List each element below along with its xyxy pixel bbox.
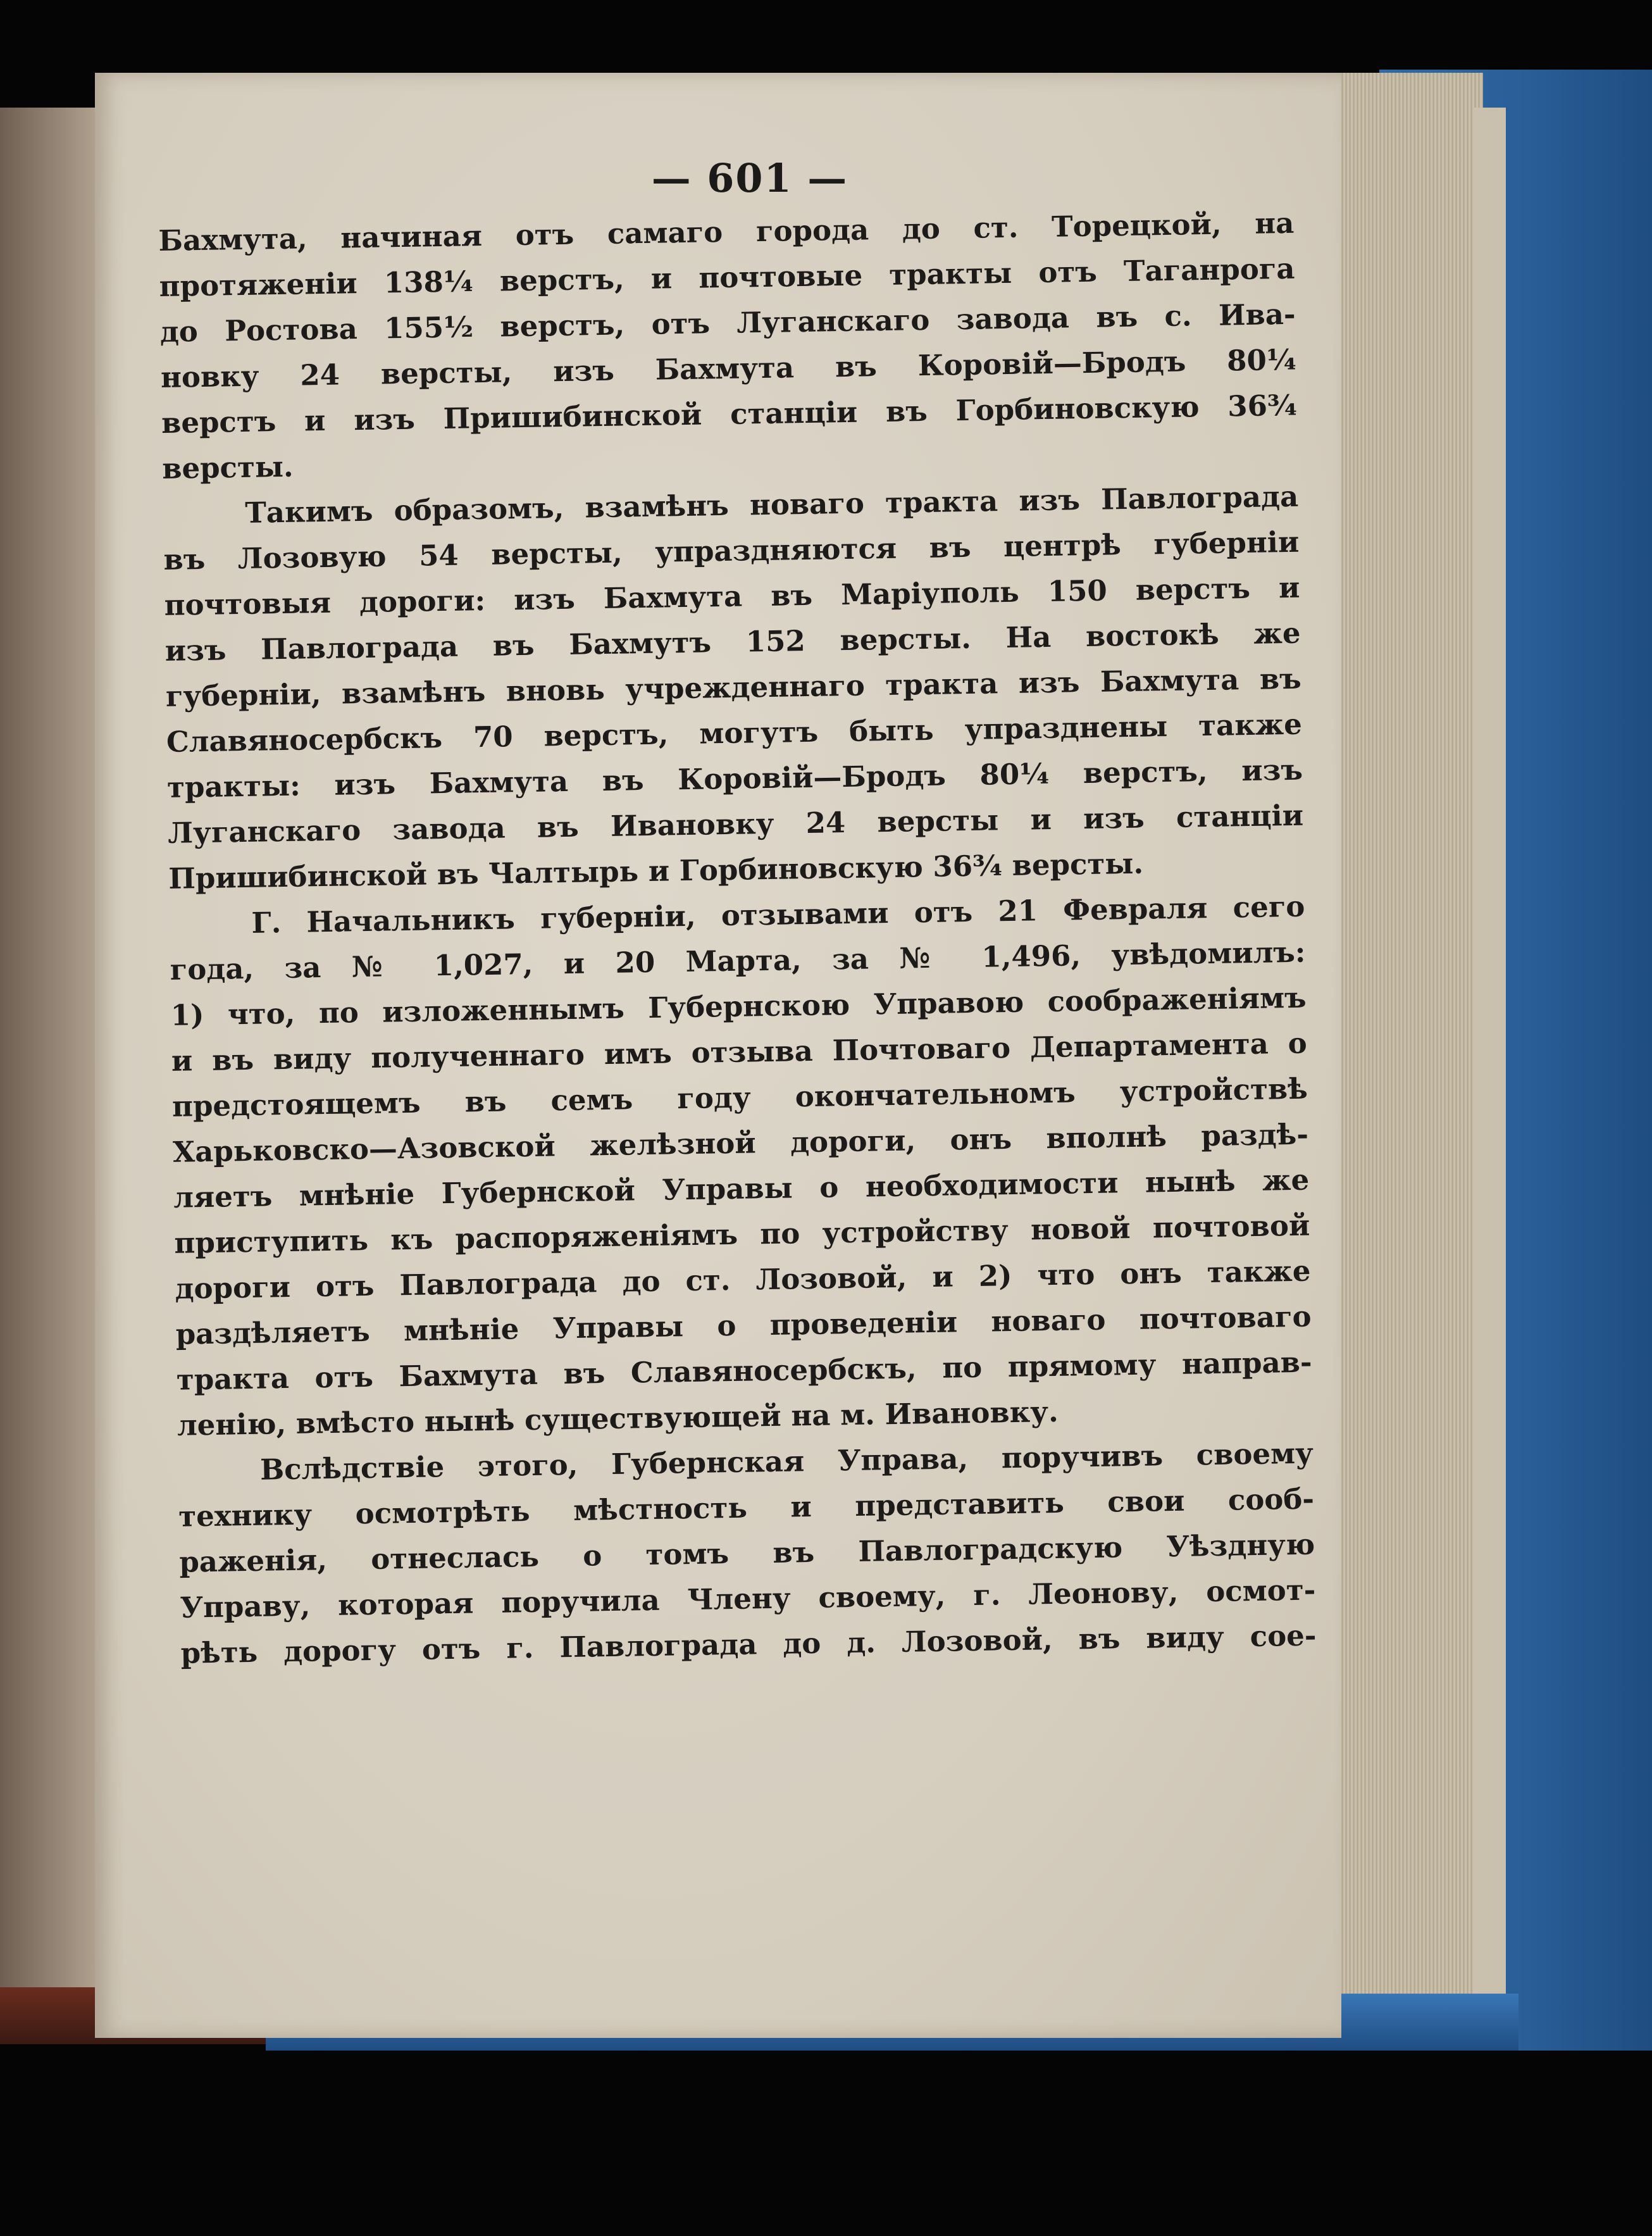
text-line: и въ виду полученнаго имъ отзыва Почтоваго Департамента о <box>171 1026 1308 1078</box>
text-line: Славяносербскъ 70 верстъ, могутъ быть упразднены также <box>166 707 1303 759</box>
text-line: до Ростова 155½ верстъ, отъ Луганскаго завода въ с. Ива- <box>159 297 1296 349</box>
text-line: губерніи, взамѣнъ вновь учрежденнаго тракта изъ Бахмута въ <box>165 661 1302 713</box>
text-line: года, за № 1,027, и 20 Марта, за № 1,496, увѣдомилъ: <box>170 935 1306 987</box>
text-line: раздѣляетъ мнѣніе Управы о проведеніи новаго почтоваго <box>175 1299 1312 1351</box>
text-line: тракта отъ Бахмута въ Славяносербскъ, по прямому направ- <box>176 1345 1313 1397</box>
page-number: — 601 — <box>651 155 848 201</box>
page-stack-edges <box>1329 73 1483 2028</box>
text-line: Г. Начальникъ губерніи, отзывами отъ 21 Февраля сего <box>251 889 1305 940</box>
text-line: Вслѣдствіе этого, Губернская Управа, поручивъ своему <box>259 1436 1314 1487</box>
cover-board <box>1474 108 1506 2006</box>
text-line: верстъ и изъ Пришибинской станціи въ Горбиновскую 36¾ <box>161 388 1298 440</box>
text-line: Харьковско—Азовской желѣзной дороги, онъ вполнѣ раздѣ- <box>172 1117 1309 1169</box>
text-line: почтовыя дороги: изъ Бахмута въ Маріуполь 150 верстъ и <box>164 570 1300 622</box>
text-line: раженія, отнеслась о томъ въ Павлоградскую Уѣздную <box>178 1527 1315 1579</box>
text-line: Луганскаго завода въ Ивановку 24 версты и изъ станціи <box>167 798 1304 850</box>
text-line: Пришибинской въ Чалтырь и Горбиновскую 36¾ версты. <box>168 846 1144 896</box>
text-line: изъ Павлограда въ Бахмутъ 152 версты. На востокѣ же <box>165 616 1301 668</box>
text-line: ляетъ мнѣніе Губернской Управы о необходимости нынѣ же <box>173 1163 1310 1215</box>
text-line: технику осмотрѣть мѣстность и представить свои сооб- <box>178 1482 1315 1533</box>
text-line: 1) что, по изложеннымъ Губернскою Управою соображеніямъ <box>170 980 1307 1032</box>
text-line: Управу, которая поручила Члену своему, г. Леонову, осмот- <box>180 1573 1316 1625</box>
text-line: тракты: изъ Бахмута въ Коровій—Бродъ 80¼ верстъ, изъ <box>166 753 1303 804</box>
text-line: Бахмута, начиная отъ самаго города до ст. Торецкой, на <box>158 206 1295 258</box>
left-facing-page <box>0 108 108 2019</box>
text-line: рѣть дорогу отъ г. Павлограда до д. Лозовой, въ виду сое- <box>180 1618 1317 1670</box>
page-text <box>158 201 1317 1677</box>
book-page <box>95 73 1341 2038</box>
text-line: протяженіи 138¼ верстъ, и почтовые тракты отъ Таганрога <box>159 251 1295 303</box>
text-line: ленію, вмѣсто нынѣ существующей на м. Ивановку. <box>177 1394 1059 1442</box>
text-line: новку 24 версты, изъ Бахмута въ Коровій—Бродъ 80¼ <box>160 342 1297 394</box>
text-line: дороги отъ Павлограда до ст. Лозовой, и 2) что онъ также <box>175 1254 1311 1306</box>
text-line: предстоящемъ въ семъ году окончательномъ устройствѣ <box>171 1071 1308 1123</box>
text-line: версты. <box>161 449 294 485</box>
text-line: въ Лозовую 54 версты, упраздняются въ центрѣ губерніи <box>163 525 1300 577</box>
text-line: Такимъ образомъ, взамѣнъ новаго тракта изъ Павлограда <box>244 479 1299 530</box>
text-line: приступить къ распоряженіямъ по устройству новой почтовой <box>174 1208 1310 1260</box>
